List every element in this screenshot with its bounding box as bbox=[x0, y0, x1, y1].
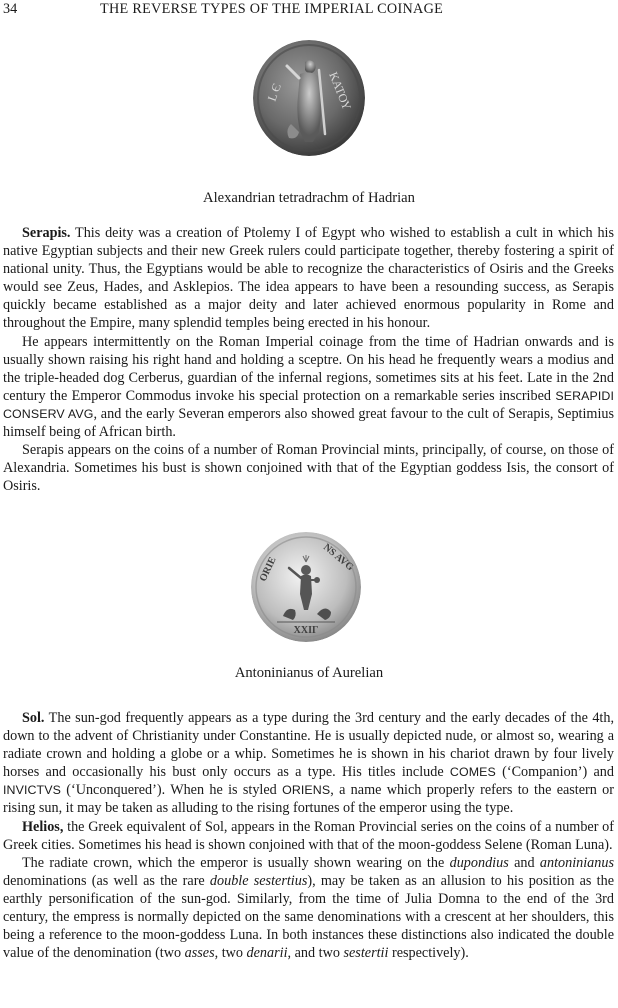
radiate-crown-paragraph: The radiate crown, which the emperor is usually shown wearing on the dupondius and antoninianus denominations (as well as the rare double sestertius), may be taken as an allusion to his position as the earthly personification of the sun-god. Similarly, from the time of Julia Domna to the end of the 3rd century, the empress is normally depicted on the same denominations with a crescent at her shoulders, this being a reference to the moon-goddess Luna. In both instances these distinctions also indicated the double value of the denomination (two asses, two denarii, and two sestertii respectively). bbox=[3, 854, 614, 962]
coin2-legend-right: NS AVG bbox=[321, 541, 356, 574]
coin-legend-invictvs: INVICTVS bbox=[3, 783, 61, 798]
book-title: THE REVERSE TYPES OF THE IMPERIAL COINAGE bbox=[100, 1, 444, 17]
coin1-legend-right: ΚΑΤΟΥ bbox=[326, 69, 355, 113]
coin-legend-serapidi: SERAPIDI CONSERV AVG bbox=[3, 388, 614, 421]
helios-paragraph: Helios, the Greek equivalent of Sol, appears in the Roman Provincial series on the coins of a number of Greek cities. Sometimes his head is shown conjoined with that of the moon-goddess Selene (Roman Luna). bbox=[3, 818, 614, 853]
coin-legend-oriens: ORIENS bbox=[282, 783, 331, 798]
serapis-paragraph-3: Serapis appears on the coins of a number of Roman Provincial mints, principally, of course, on those of Alexandria. Sometimes his bust is shown conjoined with that of the Egyptian goddess Isis, the consort of Osiris. bbox=[3, 442, 614, 495]
serapis-paragraph-1: Serapis. This deity was a creation of Ptolemy I of Egypt who wished to establish a cult in which his native Egyptian subjects and their new Greek rulers could participate together, thereby fostering a spirit of national unity. Thus, the Egyptians would be able to recognize the characteristics of Osiris and the Greeks would see Zeus, Hades, and Asklepios. The idea appears to have been a resounding success, as Serapis quickly became established as a major deity and later achieved enormous popularity in Rome and throughout the Empire, many splendid temples being erected in his honour. bbox=[3, 225, 614, 332]
hadrian-tetradrachm-coin-image bbox=[253, 40, 365, 156]
figure-caption-hadrian: Alexandrian tetradrachm of Hadrian bbox=[203, 190, 415, 206]
running-head bbox=[0, 0, 618, 20]
page-number: 34 bbox=[3, 1, 18, 17]
coin-legend-comes: COMES bbox=[449, 765, 496, 780]
sol-heading: Sol. bbox=[22, 710, 45, 726]
serapis-section bbox=[3, 224, 614, 495]
coin2-exergue: XXIΓ bbox=[293, 625, 319, 636]
aurelian-antoninianus-coin-image bbox=[251, 532, 361, 642]
coin2-legend-left: ORIE bbox=[257, 555, 279, 584]
sol-section bbox=[3, 709, 614, 962]
figure-caption-aurelian: Antoninianus of Aurelian bbox=[234, 665, 384, 681]
sol-paragraph-1: Sol. The sun-god frequently appears as a type during the 3rd century and the early decades of the 4th, down to the advent of Christianity under Constantine. He is usually depicted nude, or almost so, wearing a radiate crown and holding a globe or a whip. Sometimes he is shown in his chariot drawn by four lively horses and occasionally his bust only occurs as a type. His titles include COMES (‘Companion’) and INVICTVS (‘Unconquered’). When he is styled ORIENS, a name which properly refers to the eastern or rising sun, it may be taken as alluding to the rising fortunes of the emperor using the type. bbox=[3, 710, 615, 817]
serapis-heading: Serapis. bbox=[22, 225, 71, 241]
helios-heading: Helios, bbox=[22, 818, 64, 835]
serapis-paragraph-2: He appears intermittently on the Roman Imperial coinage from the time of Hadrian onwards and is usually shown raising his right hand and holding a sceptre. On his head he frequently wears a modius and the triple-headed dog Cerberus, guardian of the infernal regions, sometimes sits at his feet. Late in the 2nd century the Emperor Commodus invoke his special protection on a remarkable series inscribed SERAPIDI CONSERV AVG, and the early Severan emperors also showed great favour to the cult of Serapis, Septimius himself being of African birth. bbox=[3, 333, 615, 441]
coin1-legend-left: L Є bbox=[264, 81, 284, 104]
